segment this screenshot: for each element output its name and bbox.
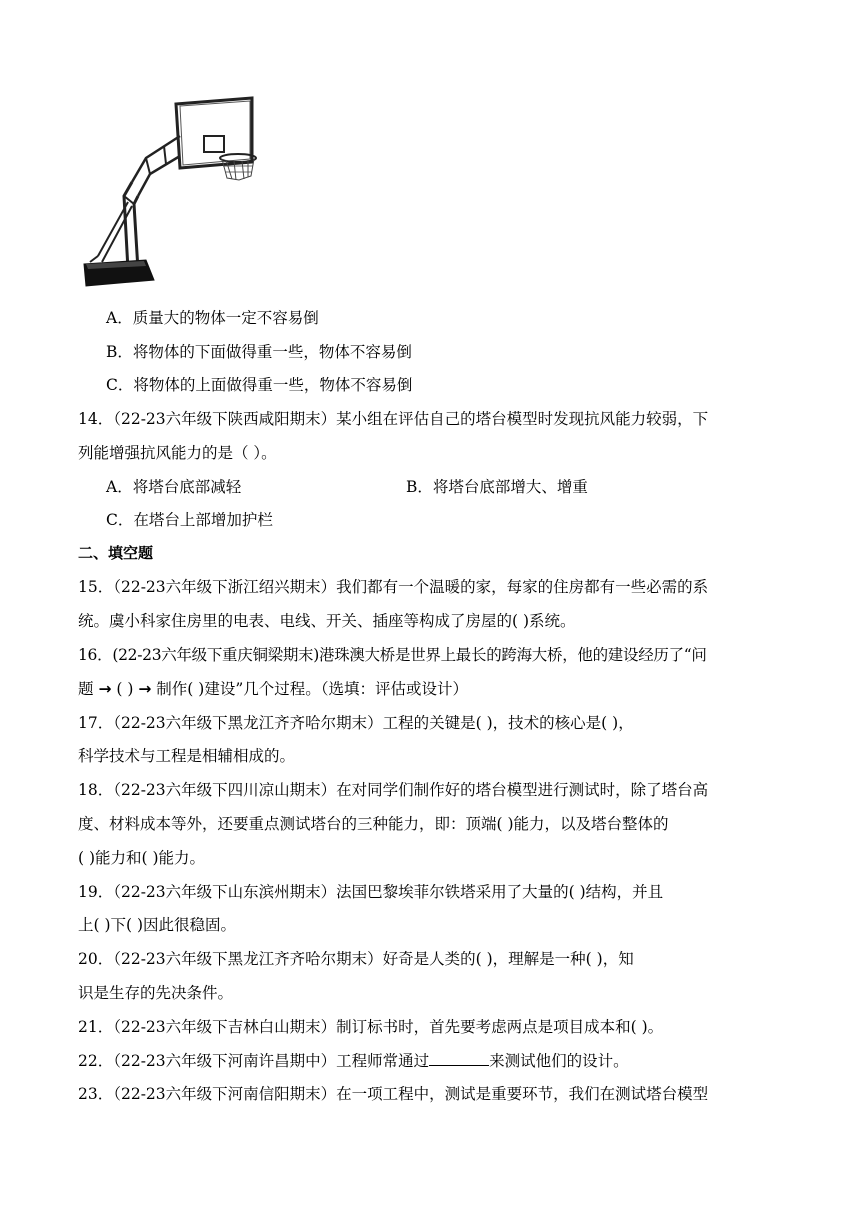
q19-line-1: 19．（22-23六年级下山东滨州期末）法国巴黎埃菲尔铁塔采用了大量的( )结构，并且 (78, 883, 664, 901)
q13-option-a: A．质量大的物体一定不容易倒 (106, 309, 319, 327)
q19-line-2: 上( )下( )因此很稳固。 (78, 916, 237, 934)
q16-line-2-rest: 制作( )建设”几个过程。（选填：评估或设计） (156, 680, 468, 698)
q17-line-2: 科学技术与工程是相辅相成的。 (78, 747, 296, 765)
q15-line-2: 统。虞小科家住房里的电表、电线、开关、插座等构成了房屋的( )系统。 (78, 612, 576, 630)
q17-line-1: 17．（22-23六年级下黑龙江齐齐哈尔期末）工程的关键是( )，技术的核心是( )， (78, 714, 634, 732)
arrow-right-icon: → (98, 680, 112, 698)
arrow-right-icon: → (138, 680, 152, 698)
basketball-hoop-illustration (76, 96, 266, 292)
q18-line-2: 度、材料成本等外，还要重点测试塔台的三种能力，即：顶端( )能力，以及塔台整体的 (78, 815, 669, 833)
q23-line-1: 23．（22-23六年级下河南信阳期末）在一项工程中，测试是重要环节，我们在测试塔台模型 (78, 1085, 709, 1103)
q14-option-c: C．在塔台上部增加护栏 (106, 511, 273, 529)
q16-line-2 (78, 679, 784, 699)
q14-options-row (106, 477, 812, 497)
q14-line-2: 列能增强抗风能力的是（ ）。 (78, 444, 277, 462)
q21-line-1: 21．（22-23六年级下吉林白山期末）制订标书时，首先要考虑两点是项目成本和( )。 (78, 1018, 664, 1036)
q14-option-b: B．将塔台底部增大、增重 (406, 478, 588, 496)
q18-line-3: ( )能力和( )能力。 (78, 849, 206, 867)
q16-blank-1: ( ) (116, 680, 134, 698)
q20-line-1: 20．（22-23六年级下黑龙江齐齐哈尔期末）好奇是人类的( )，理解是一种( )，知 (78, 950, 634, 968)
q22-blank (429, 1051, 489, 1066)
q22-text-before: 22．（22-23六年级下河南许昌期中）工程师常通过 (78, 1052, 430, 1070)
q14-option-a: A．将塔台底部减轻 (106, 478, 242, 496)
q20-line-2: 识是生存的先决条件。 (78, 984, 234, 1002)
q22-line-1 (78, 1051, 784, 1071)
q14-line-1: 14．（22-23六年级下陕西咸阳期末）某小组在评估自己的塔台模型时发现抗风能力较弱，下 (78, 410, 709, 428)
q15-line-1: 15．（22-23六年级下浙江绍兴期末）我们都有一个温暖的家，每家的住房都有一些必需的系 (78, 578, 709, 596)
q18-line-1: 18．（22-23六年级下四川凉山期末）在对同学们制作好的塔台模型进行测试时，除了塔台高 (78, 781, 709, 799)
q13-option-c: C．将物体的上面做得重一些，物体不容易倒 (106, 376, 413, 394)
q16-word-problem: 题 (78, 680, 94, 698)
q22-text-after: 来测试他们的设计。 (489, 1052, 629, 1070)
section-2-heading: 二、填空题 (78, 544, 154, 562)
q16-line-1: 16．(22-23六年级下重庆铜梁期末)港珠澳大桥是世界上最长的跨海大桥，他的建设经历了“问 (78, 646, 707, 664)
q13-option-b: B．将物体的下面做得重一些，物体不容易倒 (106, 343, 412, 361)
